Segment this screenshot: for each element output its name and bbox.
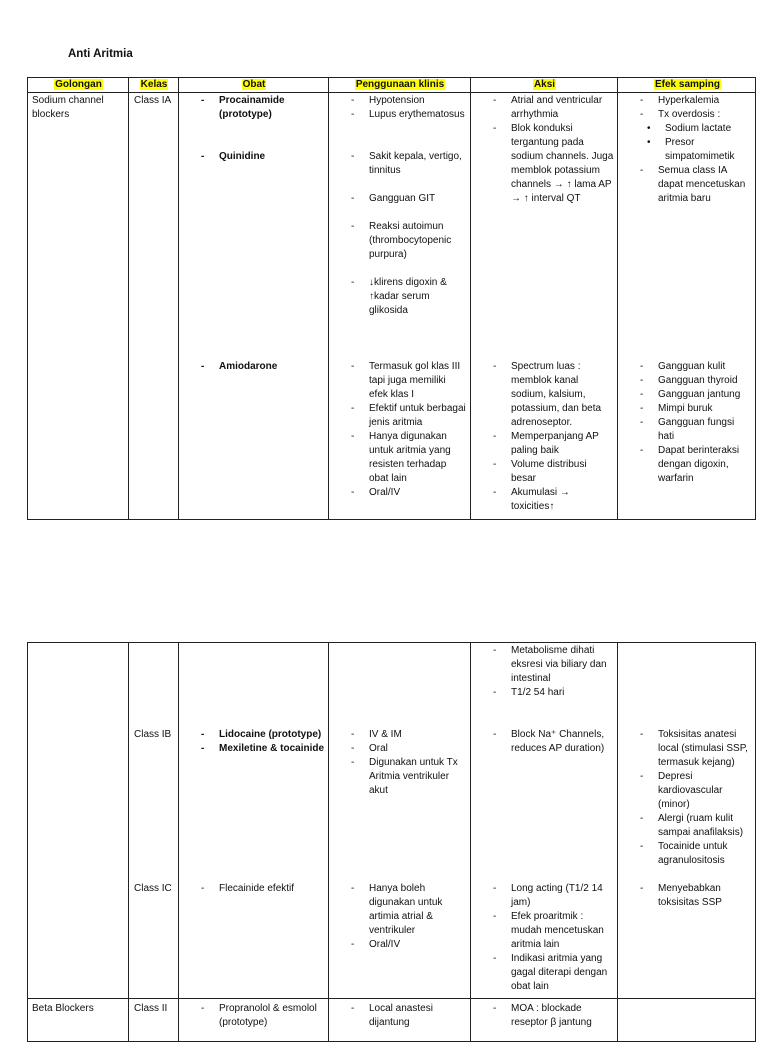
list-item <box>640 388 753 402</box>
dash-bullet-icon: - <box>493 911 497 922</box>
cell-obat <box>201 728 325 756</box>
item-text: Hanya digunakan untuk aritmia yang resisten terhadap obat lain <box>369 431 451 484</box>
item-text: Dapat berinteraksi dengan digoxin, warfarin <box>658 445 740 484</box>
dash-bullet-icon: - <box>351 1003 355 1015</box>
item-text: T1/2 54 hari <box>511 687 565 698</box>
list-item <box>493 882 614 910</box>
item-text: Alergi (ruam kulit sampai anafilaksis) <box>658 813 744 838</box>
column-divider <box>328 643 329 1041</box>
item-text: Oral <box>369 743 388 754</box>
item-text: Memperpanjang AP paling baik <box>511 431 599 456</box>
dash-bullet-icon: - <box>493 431 497 442</box>
dash-bullet-icon: - <box>493 487 497 498</box>
list-item <box>134 1002 175 1016</box>
header-efek-samping <box>618 79 757 90</box>
column-divider <box>470 78 471 519</box>
list-item <box>493 952 614 994</box>
column-divider <box>178 643 179 1041</box>
dash-bullet-icon: - <box>351 487 355 498</box>
list-item <box>640 728 753 770</box>
item-text: Mexiletine & tocainide <box>219 743 325 754</box>
cell-aksi <box>493 360 614 514</box>
item-text: Block Na⁺ Channels, reduces AP duration) <box>511 729 605 754</box>
sub-list-item <box>647 122 753 136</box>
list-item <box>201 94 325 122</box>
list-item <box>640 444 753 486</box>
dash-bullet-icon: - <box>493 1003 497 1015</box>
cell-efek-samping <box>640 882 753 910</box>
dash-bullet-icon: - <box>493 729 497 740</box>
list-item <box>32 94 125 122</box>
cell-obat <box>201 1002 325 1030</box>
item-text: Gangguan jantung <box>658 389 741 400</box>
cell-obat <box>201 360 325 374</box>
dash-bullet-icon: - <box>201 883 205 894</box>
column-divider <box>617 643 618 1041</box>
dash-bullet-icon: - <box>493 459 497 470</box>
column-divider <box>617 78 618 519</box>
cell-penggunaan-klinis <box>351 192 467 206</box>
cell-aksi <box>493 1002 614 1030</box>
dash-bullet-icon: - <box>640 729 644 740</box>
item-text: Tx overdosis : <box>658 109 721 120</box>
cell-efek-samping <box>640 360 753 486</box>
list-item <box>640 374 753 388</box>
cell-penggunaan-klinis <box>351 94 467 122</box>
item-text: Gangguan GIT <box>369 193 436 204</box>
list-item <box>351 430 467 486</box>
list-item <box>493 360 614 430</box>
item-text: Oral/IV <box>369 487 401 498</box>
item-text: Sodium channel blockers <box>32 95 104 120</box>
cell-obat <box>201 150 325 164</box>
item-text: Gangguan thyroid <box>658 375 738 386</box>
item-text: Digunakan untuk Tx Aritmia ventrikuler akut <box>369 757 458 796</box>
list-item <box>201 1002 325 1030</box>
item-text: Quinidine <box>219 151 266 162</box>
list-item <box>351 192 467 206</box>
item-text: Blok konduksi tergantung pada sodium channels. Juga memblok potassium channels → ↑ lama AP → ↑ interval QT <box>511 123 614 204</box>
list-item <box>351 360 467 402</box>
list-item <box>351 756 467 798</box>
item-text: Propranolol & esmolol (prototype) <box>219 1003 317 1029</box>
dash-bullet-icon: - <box>493 123 497 134</box>
dash-bullet-icon: - <box>351 757 355 768</box>
dash-bullet-icon: - <box>201 729 205 740</box>
cell-golongan <box>32 94 125 122</box>
dash-bullet-icon: - <box>640 95 644 106</box>
dash-bullet-icon: - <box>640 389 644 400</box>
item-text: Efektif untuk berbagai jenis aritmia <box>369 403 466 428</box>
dash-bullet-icon: - <box>640 771 644 782</box>
item-text: Metabolisme dihati eksresi via biliary dan intestinal <box>511 645 607 684</box>
cell-aksi <box>493 882 614 994</box>
item-text: MOA : blockade reseptor β jantung <box>511 1003 592 1029</box>
item-text: Akumulasi → toxicities↑ <box>511 487 570 512</box>
list-item <box>134 94 175 108</box>
cell-kelas <box>134 1002 175 1016</box>
cell-kelas <box>134 94 175 108</box>
cell-penggunaan-klinis <box>351 150 467 178</box>
list-item <box>351 742 467 756</box>
list-item <box>351 94 467 108</box>
cell-efek-samping <box>640 94 753 206</box>
sub-list-item <box>647 136 753 164</box>
dash-bullet-icon: - <box>493 883 497 894</box>
item-text: Gangguan fungsi hati <box>658 417 735 442</box>
list-item <box>493 486 614 514</box>
dash-bullet-icon: - <box>351 151 355 162</box>
item-text: Spectrum luas : memblok kanal sodium, kalsium, potassium, dan beta adrenoseptor. <box>511 361 602 428</box>
list-item <box>134 728 175 742</box>
item-text: Termasuk gol klas III tapi juga memiliki efek klas I <box>369 361 461 400</box>
cell-golongan <box>32 1002 125 1016</box>
list-item <box>493 728 614 756</box>
header-label: Efek samping <box>654 79 721 90</box>
dash-bullet-icon: - <box>640 813 644 824</box>
cell-penggunaan-klinis <box>351 276 467 318</box>
cell-kelas <box>134 882 175 896</box>
page-title: Anti Aritmia <box>68 48 133 60</box>
dash-bullet-icon: - <box>640 109 644 120</box>
dash-bullet-icon: - <box>351 221 355 232</box>
item-text: Atrial and ventricular arrhythmia <box>511 95 603 120</box>
list-item <box>640 812 753 840</box>
item-text: Class IC <box>134 883 172 894</box>
list-item <box>640 108 753 122</box>
item-text: Local anastesi dijantung <box>369 1003 433 1029</box>
header-aksi <box>471 79 618 90</box>
dash-bullet-icon: - <box>201 361 205 372</box>
dash-bullet-icon: - <box>493 953 497 964</box>
list-item <box>640 164 753 206</box>
list-item <box>351 220 467 262</box>
list-item <box>640 840 753 868</box>
list-item <box>351 276 467 318</box>
dash-bullet-icon: - <box>351 743 355 754</box>
cell-penggunaan-klinis <box>351 728 467 798</box>
cell-aksi <box>493 644 614 700</box>
item-text: Gangguan kulit <box>658 361 726 372</box>
dash-bullet-icon: - <box>351 95 355 106</box>
dash-bullet-icon: - <box>493 361 497 372</box>
list-item <box>351 728 467 742</box>
item-text: Flecainide efektif <box>219 883 295 894</box>
item-text: Sakit kepala, vertigo, tinnitus <box>369 151 462 176</box>
item-text: Semua class IA dapat mencetuskan aritmia baru <box>658 165 746 204</box>
cell-efek-samping <box>640 728 753 868</box>
item-text: Toksisitas anatesi local (stimulasi SSP, termasuk kejang) <box>658 729 748 768</box>
list-item <box>201 360 325 374</box>
header-label: Aksi <box>533 79 556 90</box>
dash-bullet-icon: - <box>351 431 355 442</box>
column-divider <box>128 643 129 1041</box>
list-item <box>493 458 614 486</box>
list-item <box>493 1002 614 1030</box>
dash-bullet-icon: - <box>640 165 644 176</box>
item-text: Class IA <box>134 95 172 106</box>
dash-bullet-icon: - <box>640 375 644 386</box>
item-text: Long acting (T1/2 14 jam) <box>511 883 603 908</box>
item-text: Hypotension <box>369 95 425 106</box>
dash-bullet-icon: - <box>640 403 644 414</box>
list-item <box>351 108 467 122</box>
item-text: Amiodarone <box>219 361 278 372</box>
item-text: Reaksi autoimun (thrombocytopenic purpura) <box>369 221 452 260</box>
list-item <box>134 882 175 896</box>
list-item <box>32 1002 125 1016</box>
cell-penggunaan-klinis <box>351 220 467 262</box>
list-item <box>640 94 753 108</box>
header-label: Penggunaan klinis <box>355 79 445 90</box>
cell-obat <box>201 882 325 896</box>
column-divider <box>328 78 329 519</box>
item-text: Tocainide untuk agranulositosis <box>658 841 728 866</box>
item-text: Oral/IV <box>369 939 401 950</box>
item-text: Indikasi aritmia yang gagal diterapi dengan obat lain <box>511 953 608 992</box>
header-label: Kelas <box>140 79 168 90</box>
list-item <box>201 742 325 756</box>
item-text: Lidocaine (prototype) <box>219 729 322 740</box>
item-text: Menyebabkan toksisitas SSP <box>658 883 722 908</box>
anti-arrhythmia-table-part-1 <box>27 77 756 520</box>
list-item <box>493 644 614 686</box>
dash-bullet-icon: - <box>351 729 355 740</box>
bullet-icon: • <box>647 123 651 134</box>
dash-bullet-icon: - <box>351 883 355 894</box>
header-obat <box>179 79 329 90</box>
dash-bullet-icon: - <box>351 193 355 204</box>
list-item <box>640 882 753 910</box>
dash-bullet-icon: - <box>640 841 644 852</box>
dash-bullet-icon: - <box>640 361 644 372</box>
item-text: Class IB <box>134 729 172 740</box>
bullet-icon: • <box>647 137 651 148</box>
header-divider <box>28 92 755 93</box>
header-penggunaan-klinis <box>329 79 471 90</box>
dash-bullet-icon: - <box>640 417 644 428</box>
item-text: Hanya boleh digunakan untuk artimia atrial & ventrikuler <box>369 883 443 936</box>
list-item <box>640 770 753 812</box>
list-item <box>493 94 614 122</box>
item-text: Depresi kardiovascular (minor) <box>658 771 723 810</box>
dash-bullet-icon: - <box>351 939 355 950</box>
dash-bullet-icon: - <box>201 743 205 754</box>
header-label: Golongan <box>55 79 102 90</box>
dash-bullet-icon: - <box>351 277 355 288</box>
item-text: Efek proaritmik : mudah mencetuskan aritmia lain <box>511 911 604 950</box>
dash-bullet-icon: - <box>351 109 355 120</box>
cell-aksi <box>493 728 614 756</box>
list-item <box>351 1002 467 1030</box>
list-item <box>640 360 753 374</box>
item-text: Procainamide (prototype) <box>219 95 285 120</box>
list-item <box>201 882 325 896</box>
item-text: ↓klirens digoxin & ↑kadar serum glikosida <box>369 277 447 316</box>
cell-penggunaan-klinis <box>351 1002 467 1030</box>
anti-arrhythmia-table-part-2 <box>27 642 756 1042</box>
cell-penggunaan-klinis <box>351 882 467 952</box>
item-text: Mimpi buruk <box>658 403 713 414</box>
row-divider <box>28 998 755 999</box>
cell-aksi <box>493 94 614 206</box>
list-item <box>351 882 467 938</box>
list-item <box>493 430 614 458</box>
list-item <box>351 938 467 952</box>
item-text: Class II <box>134 1003 168 1015</box>
dash-bullet-icon: - <box>493 95 497 106</box>
dash-bullet-icon: - <box>351 403 355 414</box>
item-text: Hyperkalemia <box>658 95 720 106</box>
header-label: Obat <box>242 79 266 90</box>
cell-penggunaan-klinis <box>351 360 467 500</box>
list-item <box>351 402 467 430</box>
list-item <box>493 910 614 952</box>
dash-bullet-icon: - <box>201 95 205 106</box>
column-divider <box>178 78 179 519</box>
list-item <box>493 122 614 206</box>
dash-bullet-icon: - <box>640 445 644 456</box>
list-item <box>201 728 325 742</box>
cell-obat <box>201 94 325 122</box>
list-item <box>351 150 467 178</box>
dash-bullet-icon: - <box>493 687 497 698</box>
column-divider <box>128 78 129 519</box>
dash-bullet-icon: - <box>201 151 205 162</box>
list-item <box>640 416 753 444</box>
dash-bullet-icon: - <box>493 645 497 656</box>
list-item <box>640 402 753 416</box>
header-golongan <box>28 79 129 90</box>
item-text: Sodium lactate <box>665 123 732 134</box>
column-divider <box>470 643 471 1041</box>
header-kelas <box>129 79 179 90</box>
item-text: Lupus erythematosus <box>369 109 465 120</box>
dash-bullet-icon: - <box>351 361 355 372</box>
item-text: Volume distribusi besar <box>511 459 587 484</box>
item-text: Presor simpatomimetik <box>665 137 735 162</box>
item-text: Beta Blockers <box>32 1003 94 1015</box>
cell-kelas <box>134 728 175 742</box>
list-item <box>351 486 467 500</box>
list-item <box>201 150 325 164</box>
item-text: IV & IM <box>369 729 402 740</box>
list-item <box>493 686 614 700</box>
dash-bullet-icon: - <box>201 1003 205 1015</box>
dash-bullet-icon: - <box>640 883 644 894</box>
